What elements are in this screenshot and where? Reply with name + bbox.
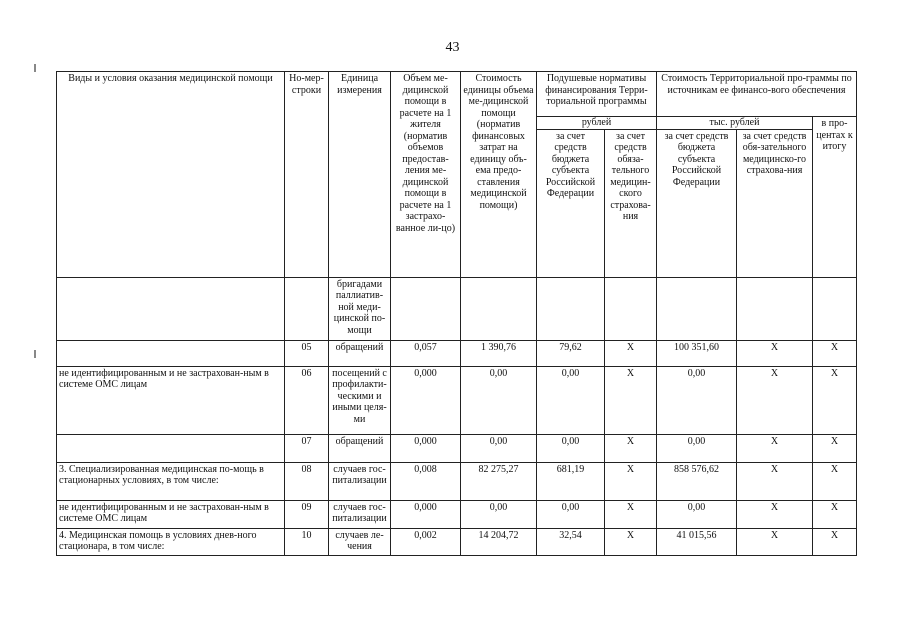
row-name (57, 277, 285, 340)
header-volume: Объем ме-дицинской помощи в расчете на 1 жителя (норматив объемов предостав-ления ме-дицинской помощи в расчете на 1 застрахо-ванное ли-цо) (391, 72, 461, 278)
row-cost: 0,00 (461, 366, 537, 434)
row-cost: 14 204,72 (461, 528, 537, 555)
header-rubles: рублей (537, 117, 657, 130)
row-unit: случаев гос-питализации (329, 500, 391, 528)
row-norm-oms: Х (605, 434, 657, 462)
row-name: 3. Специализированная медицинская по-мощь в стационарных условиях, в том числе: (57, 462, 285, 500)
row-norm-oms: Х (605, 500, 657, 528)
row-cost (461, 277, 537, 340)
row-total-oms: Х (737, 528, 813, 555)
page-number: 43 (445, 40, 460, 55)
row-volume: 0,008 (391, 462, 461, 500)
row-total-budget: 41 015,56 (657, 528, 737, 555)
row-percent: Х (813, 500, 857, 528)
table-row (57, 528, 857, 555)
row-volume: 0,057 (391, 340, 461, 366)
row-number: 08 (285, 462, 329, 500)
row-total-budget: 100 351,60 (657, 340, 737, 366)
financing-table (56, 71, 857, 556)
table-row (57, 366, 857, 434)
row-number: 06 (285, 366, 329, 434)
table-row (57, 462, 857, 500)
row-volume: 0,000 (391, 500, 461, 528)
row-norm-oms: Х (605, 366, 657, 434)
row-percent: Х (813, 528, 857, 555)
row-volume: 0,000 (391, 366, 461, 434)
row-norm-oms: Х (605, 528, 657, 555)
table-row (57, 277, 857, 340)
row-number: 05 (285, 340, 329, 366)
row-norm-oms: Х (605, 340, 657, 366)
header-unit-cost: Стоимость единицы объема ме-дицинской помощи (норматив финансовых затрат на единицу объ-ема предо-ставления медицинской помощи) (461, 72, 537, 278)
row-percent: Х (813, 340, 857, 366)
table-row (57, 434, 857, 462)
header-row-number: Но-мер-строки (285, 72, 329, 278)
row-volume (391, 277, 461, 340)
margin-mark (34, 350, 36, 358)
row-norm-budget: 32,54 (537, 528, 605, 555)
row-cost: 0,00 (461, 500, 537, 528)
header-norm-oms: за счет средств обяза-тельного медицин-ского страхова-ния (605, 129, 657, 277)
row-norm-budget: 0,00 (537, 366, 605, 434)
table-row (57, 340, 857, 366)
row-norm-budget: 0,00 (537, 500, 605, 528)
row-norm-oms: Х (605, 462, 657, 500)
row-total-oms: Х (737, 500, 813, 528)
header-total-budget: за счет средств бюджета субъекта Российской Федерации (657, 129, 737, 277)
row-total-oms: Х (737, 434, 813, 462)
row-total-oms (737, 277, 813, 340)
row-name (57, 340, 285, 366)
table-row (57, 500, 857, 528)
row-total-budget: 0,00 (657, 434, 737, 462)
row-total-oms: Х (737, 462, 813, 500)
row-name: 4. Медицинская помощь в условиях днев-ного стационара, в том числе: (57, 528, 285, 555)
row-total-budget: 0,00 (657, 366, 737, 434)
row-total-oms: Х (737, 366, 813, 434)
header-percent: в про-центах к итогу (813, 117, 857, 278)
row-norm-budget (537, 277, 605, 340)
row-name: не идентифицированным и не застрахован-ным в системе ОМС лицам (57, 366, 285, 434)
row-unit: бригадами паллиатив-ной меди-цинской по-мощи (329, 277, 391, 340)
row-total-budget (657, 277, 737, 340)
row-number (285, 277, 329, 340)
row-name: не идентифицированным и не застрахован-ным в системе ОМС лицам (57, 500, 285, 528)
row-percent: Х (813, 366, 857, 434)
row-percent: Х (813, 434, 857, 462)
row-cost: 0,00 (461, 434, 537, 462)
row-norm-budget: 681,19 (537, 462, 605, 500)
row-unit: случаев ле-чения (329, 528, 391, 555)
row-total-oms: Х (737, 340, 813, 366)
row-name (57, 434, 285, 462)
header-norm-budget: за счет средств бюджета субъекта Российской Федерации (537, 129, 605, 277)
header-per-capita-norms: Подушевые нормативы финансирования Терри-ториальной программы (537, 72, 657, 117)
header-thousand-rubles: тыс. рублей (657, 117, 813, 130)
margin-mark (34, 64, 36, 72)
row-volume: 0,002 (391, 528, 461, 555)
row-unit: случаев гос-питализации (329, 462, 391, 500)
row-volume: 0,000 (391, 434, 461, 462)
row-unit: обращений (329, 340, 391, 366)
row-unit: посещений с профилакти-ческими и иными целя-ми (329, 366, 391, 434)
row-norm-budget: 79,62 (537, 340, 605, 366)
row-cost: 1 390,76 (461, 340, 537, 366)
row-total-budget: 0,00 (657, 500, 737, 528)
header-total-oms: за счет средств обя-зательного медицинско-го страхова-ния (737, 129, 813, 277)
row-percent (813, 277, 857, 340)
row-percent: Х (813, 462, 857, 500)
header-program-cost: Стоимость Территориальной про-граммы по источникам ее финансо-вого обеспечения (657, 72, 857, 117)
row-unit: обращений (329, 434, 391, 462)
row-cost: 82 275,27 (461, 462, 537, 500)
header-unit: Единица измерения (329, 72, 391, 278)
row-total-budget: 858 576,62 (657, 462, 737, 500)
row-number: 09 (285, 500, 329, 528)
row-norm-oms (605, 277, 657, 340)
row-norm-budget: 0,00 (537, 434, 605, 462)
header-service-type: Виды и условия оказания медицинской помощи (57, 72, 285, 278)
row-number: 07 (285, 434, 329, 462)
row-number: 10 (285, 528, 329, 555)
